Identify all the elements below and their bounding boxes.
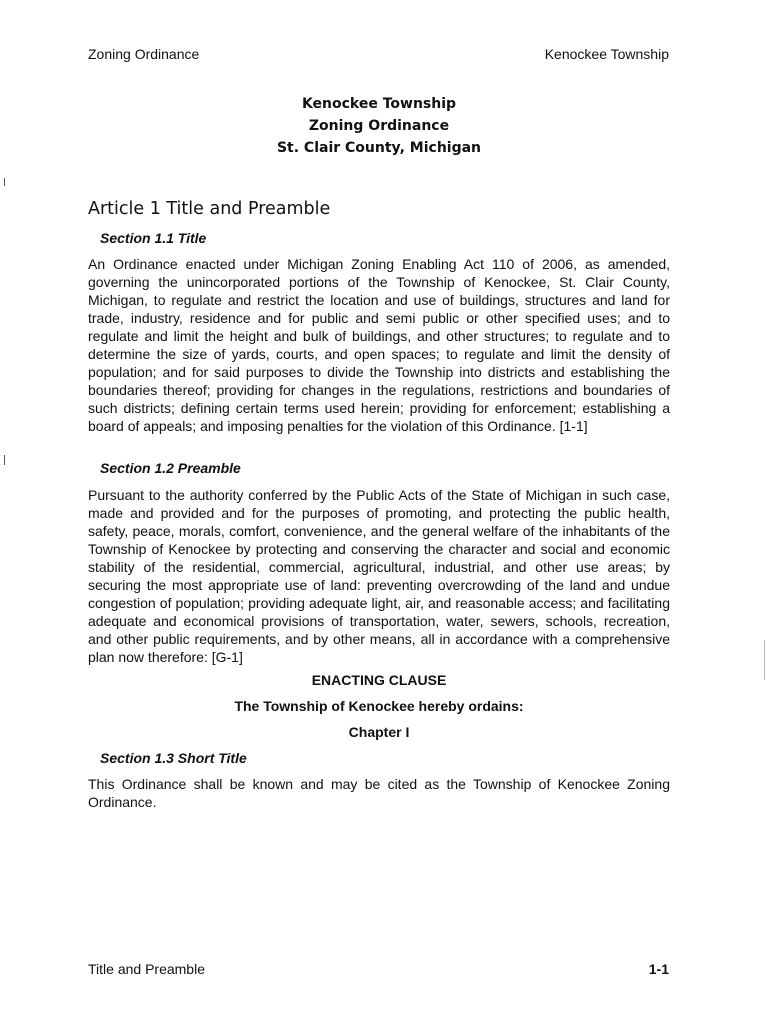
section-1-3-heading: Section 1.3 Short Title [100,750,247,766]
footer-page-number: 1-1 [648,961,669,977]
enacting-ordains-line: The Township of Kenockee hereby ordains: [234,698,524,714]
chapter-heading: Chapter I [348,724,410,740]
document-title-block [0,93,758,159]
scan-speck [4,455,5,465]
enacting-clause-heading: ENACTING CLAUSE [311,672,447,688]
section-1-2-heading: Section 1.2 Preamble [100,460,241,476]
scan-speck [764,640,765,680]
section-1-3-body: This Ordinance shall be known and may be cited as the Township of Kenockee Zoning Ordinance. [88,776,670,810]
section-1-1-heading: Section 1.1 Title [100,230,207,246]
title-line-ordinance: Zoning Ordinance [308,118,450,134]
section-1-1-body: An Ordinance enacted under Michigan Zoning Enabling Act 110 of 2006, as amended, governing the unincorporated portions of the Township of Kenockee, St. Clair County, Michigan, to regulate and restrict the location and use of buildings, structures and land for trade, industry, residence and for public and semi public or other specified uses; and to regulate and limit the height and bulk of buildings, and other structures; to regulate and to determine the size of yards, courts, and open spaces; to regulate and limit the density of population; and for said purposes to divide the Township into districts and establishing the boundaries thereof; providing for changes in the regulations, restrictions and boundaries of such districts; defining certain terms used herein; providing for enforcement; establishing a board of appeals; and imposing penalties for the violation of this Ordinance. [1-1] [88,256,670,434]
section-1-2-body: Pursuant to the authority conferred by the Public Acts of the State of Michigan in such case, made and provided and for the purposes of promoting, and protecting the public health, safety, peace, morals, comfort, convenience, and the general welfare of the inhabitants of the Township of Kenockee by protecting and conserving the character and social and economic stability of the residential, commercial, agricultural, industrial, and other use areas; by securing the most appropriate use of land: preventing overcrowding of the land and undue congestion of population; providing adequate light, air, and reasonable access; and facilitating adequate and economical provisions of transportation, water, sewers, schools, recreation, and other public requirements, and by other means, all in accordance with a comprehensive plan now therefore: [G-1] [88,487,670,665]
footer-chapter-title: Title and Preamble [88,961,205,977]
running-header-right: Kenockee Township [544,46,669,62]
scan-speck [4,178,5,186]
running-header-left: Zoning Ordinance [88,46,200,62]
article-heading: Article 1 Title and Preamble [88,199,331,219]
title-line-township: Kenockee Township [301,96,457,112]
title-line-county: St. Clair County, Michigan [276,140,482,156]
